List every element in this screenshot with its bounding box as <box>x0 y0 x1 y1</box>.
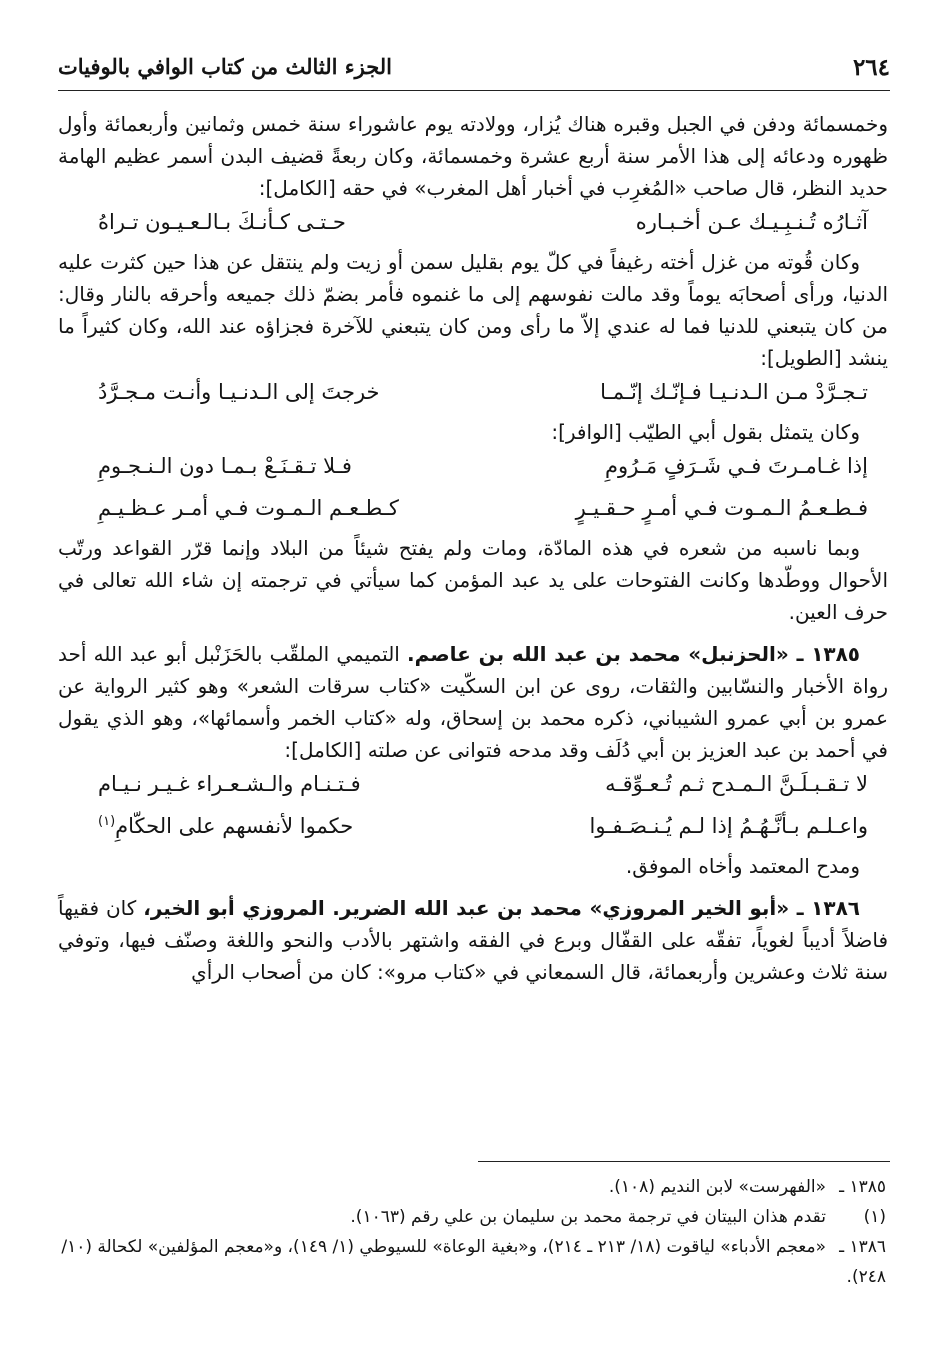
verse-first-hemistich: واعـلـم بـأنَّـهُـمُ إذا لـم يُـنـصَـفـوا <box>589 814 868 838</box>
verse <box>58 448 888 490</box>
paragraph-text: وبما ناسبه من شعره في هذه المادّة، ومات ولم يفتح شيئاً من البلاد وإنما قرّر القواعد ورتّب الأحوال ووطّدها وكانت الفتوحات على يد عبد المؤمن كما سيأتي في ترجمته إن شاء الله تعالى في حرف العين. <box>58 536 888 624</box>
biography-entry <box>58 638 888 766</box>
footnote-reference: (١) <box>98 814 116 829</box>
verse-second-hemistich <box>98 454 352 478</box>
verse-second-hemistich-text: فـتـنـام والـشـعـراء غـيـر نـيـام <box>98 772 361 796</box>
footnote <box>58 1172 886 1202</box>
verse-first-hemistich: آثـارُه تُـنـبِـيـك عـن أخـبـاره <box>635 210 868 234</box>
paragraph-text: وخمسمائة ودفن في الجبل وقبره هناك يُزار، وولادته يوم عاشوراء سنة خمس وثمانين وأربعمائة وأول ظهوره ودعائه إلى هذا الأمر سنة أربع عشرة وخمسمائة، وكان ربعةً قضيف البدن أسمر عظيم الهامة حديد النظر، قال صاحب «المُغرِب في أخبار أهل المغرب» في حقه [الكامل]: <box>58 112 888 200</box>
footnote-marker: ١٣٨٥ ـ <box>839 1177 886 1197</box>
paragraph-text: كان فقيهاً فاضلاً أديباً لغوياً، تفقّه على القفّال وبرع في الفقه واشتهر بالأدب والنحو واللغة وصنّف فيها، وتوفي سنة ثلاث وعشرين وأربعمائة، قال السمعاني في «كتاب مرو»: كان من أصحاب الرأي <box>58 896 888 984</box>
paragraph <box>58 532 888 628</box>
page-body <box>58 108 888 988</box>
verse-first-hemistich: إذا غـامـرتَ فـي شَـرَفٍ مَـرُومِ <box>605 454 868 478</box>
verse-second-hemistich-text: حـتـى كـأنـكَ بـالـعـيـون تـراهُ <box>98 210 346 234</box>
paragraph <box>58 108 888 204</box>
entry-heading: ١٣٨٦ ـ «أبو الخير المروزي» محمد بن عبد الله الضرير. المروزي أبو الخير، <box>143 896 860 920</box>
footnote-text: «الفهرست» لابن النديم (١٠٨). <box>608 1177 826 1197</box>
verse-first-hemistich: فـطـعـمُ الـمـوت فـي أمـرٍ حـقـيـرٍ <box>575 496 868 520</box>
footnotes <box>58 1172 886 1292</box>
verse <box>58 374 888 416</box>
verse-second-hemistich <box>98 772 361 796</box>
verse-second-hemistich-text: كـطـعـم الـمـوت فـي أمـر عـظـيـمِ <box>98 496 399 520</box>
paragraph <box>58 246 888 374</box>
verse-second-hemistich-text: حكموا لأنفسهم على الحكّامِ <box>115 814 354 838</box>
footnote-text: «معجم الأدباء» لياقوت (١٨/ ٢١٣ ـ ٢١٤)، و«بغية الوعاة» للسيوطي (١/ ١٤٩)، و«معجم المؤلفين» لكحالة (١٠/ ٢٤٨). <box>61 1237 886 1287</box>
verse <box>58 766 888 808</box>
footnote <box>58 1202 886 1232</box>
footnote-marker: ١٣٨٦ ـ <box>839 1237 886 1257</box>
biography-entry <box>58 892 888 988</box>
entry-heading: ١٣٨٥ ـ «الحزنبل» محمد بن عبد الله بن عاصم. <box>407 642 861 666</box>
verse <box>58 490 888 532</box>
verse-first-hemistich: لا تـقـبـلَـنَّ الـمـدح ثـم تُـعـوِّقـه <box>605 772 868 796</box>
footnote-divider <box>478 1161 890 1162</box>
paragraph-text: التميمي الملقّب بالحَزَنْبل أبو عبد الله أحد رواة الأخبار والنسّابين والثقات، روى عن ابن السكّيت «كتاب سرقات الشعر» وهو كثير الرواية عن عمرو بن أبي عمرو الشيباني، ذكره محمد بن إسحاق، وله «كتاب الخمر وأسمائها»، وهو الذي يقول في أحمد بن عبد العزيز بن أبي دُلَف وقد مدحه فتوانى عن صلته [الكامل]: <box>58 642 888 762</box>
footnote-text: تقدم هذان البيتان في ترجمة محمد بن سليمان بن علي رقم (١٠٦٣). <box>350 1207 826 1227</box>
verse-second-hemistich <box>98 814 353 838</box>
verse-second-hemistich-text: خرجتَ إلى الـدنـيـا وأنـت مـجـرَّدُ <box>98 380 380 404</box>
verse-second-hemistich <box>98 210 346 234</box>
paragraph <box>58 850 888 882</box>
verse-second-hemistich-text: فـلا تـقـنَـعْ بـمـا دون الـنـجـومِ <box>98 454 352 478</box>
paragraph-text: وكان قُوته من غزل أخته رغيفاً في كلّ يوم بقليل سمن أو زيت ولم ينتقل عن هذا حين كثرت عليه الدنيا، ورأى أصحابَه يوماً وقد مالت نفوسهم إلى ما غنموه فأمر بضمّ ذلك جميعه وأحرقه بالنار وقال: من كان يتبعني للدنيا فما له عندي إلاّ ما رأى ومن كان يتبعني للآخرة فجزاؤه عند الله، وكان كثيراً ما ينشد [الطويل]: <box>58 250 888 370</box>
verse <box>58 204 888 246</box>
footnote <box>58 1232 886 1292</box>
page-number: ٢٦٤ <box>852 54 890 81</box>
page-header <box>58 50 890 91</box>
paragraph-text: وكان يتمثل بقول أبي الطيّب [الوافر]: <box>551 420 860 444</box>
paragraph <box>58 416 888 448</box>
verse-first-hemistich: تـجـرَّدْ مـن الـدنـيـا فـإنّـك إنّـمـا <box>600 380 868 404</box>
running-title: الجزء الثالث من كتاب الوافي بالوفيات <box>58 54 393 79</box>
verse-second-hemistich <box>98 380 380 404</box>
verse <box>58 808 888 850</box>
footnote-marker: (١) <box>863 1207 886 1227</box>
verse-second-hemistich <box>98 496 399 520</box>
paragraph-text: ومدح المعتمد وأخاه الموفق. <box>625 854 860 878</box>
